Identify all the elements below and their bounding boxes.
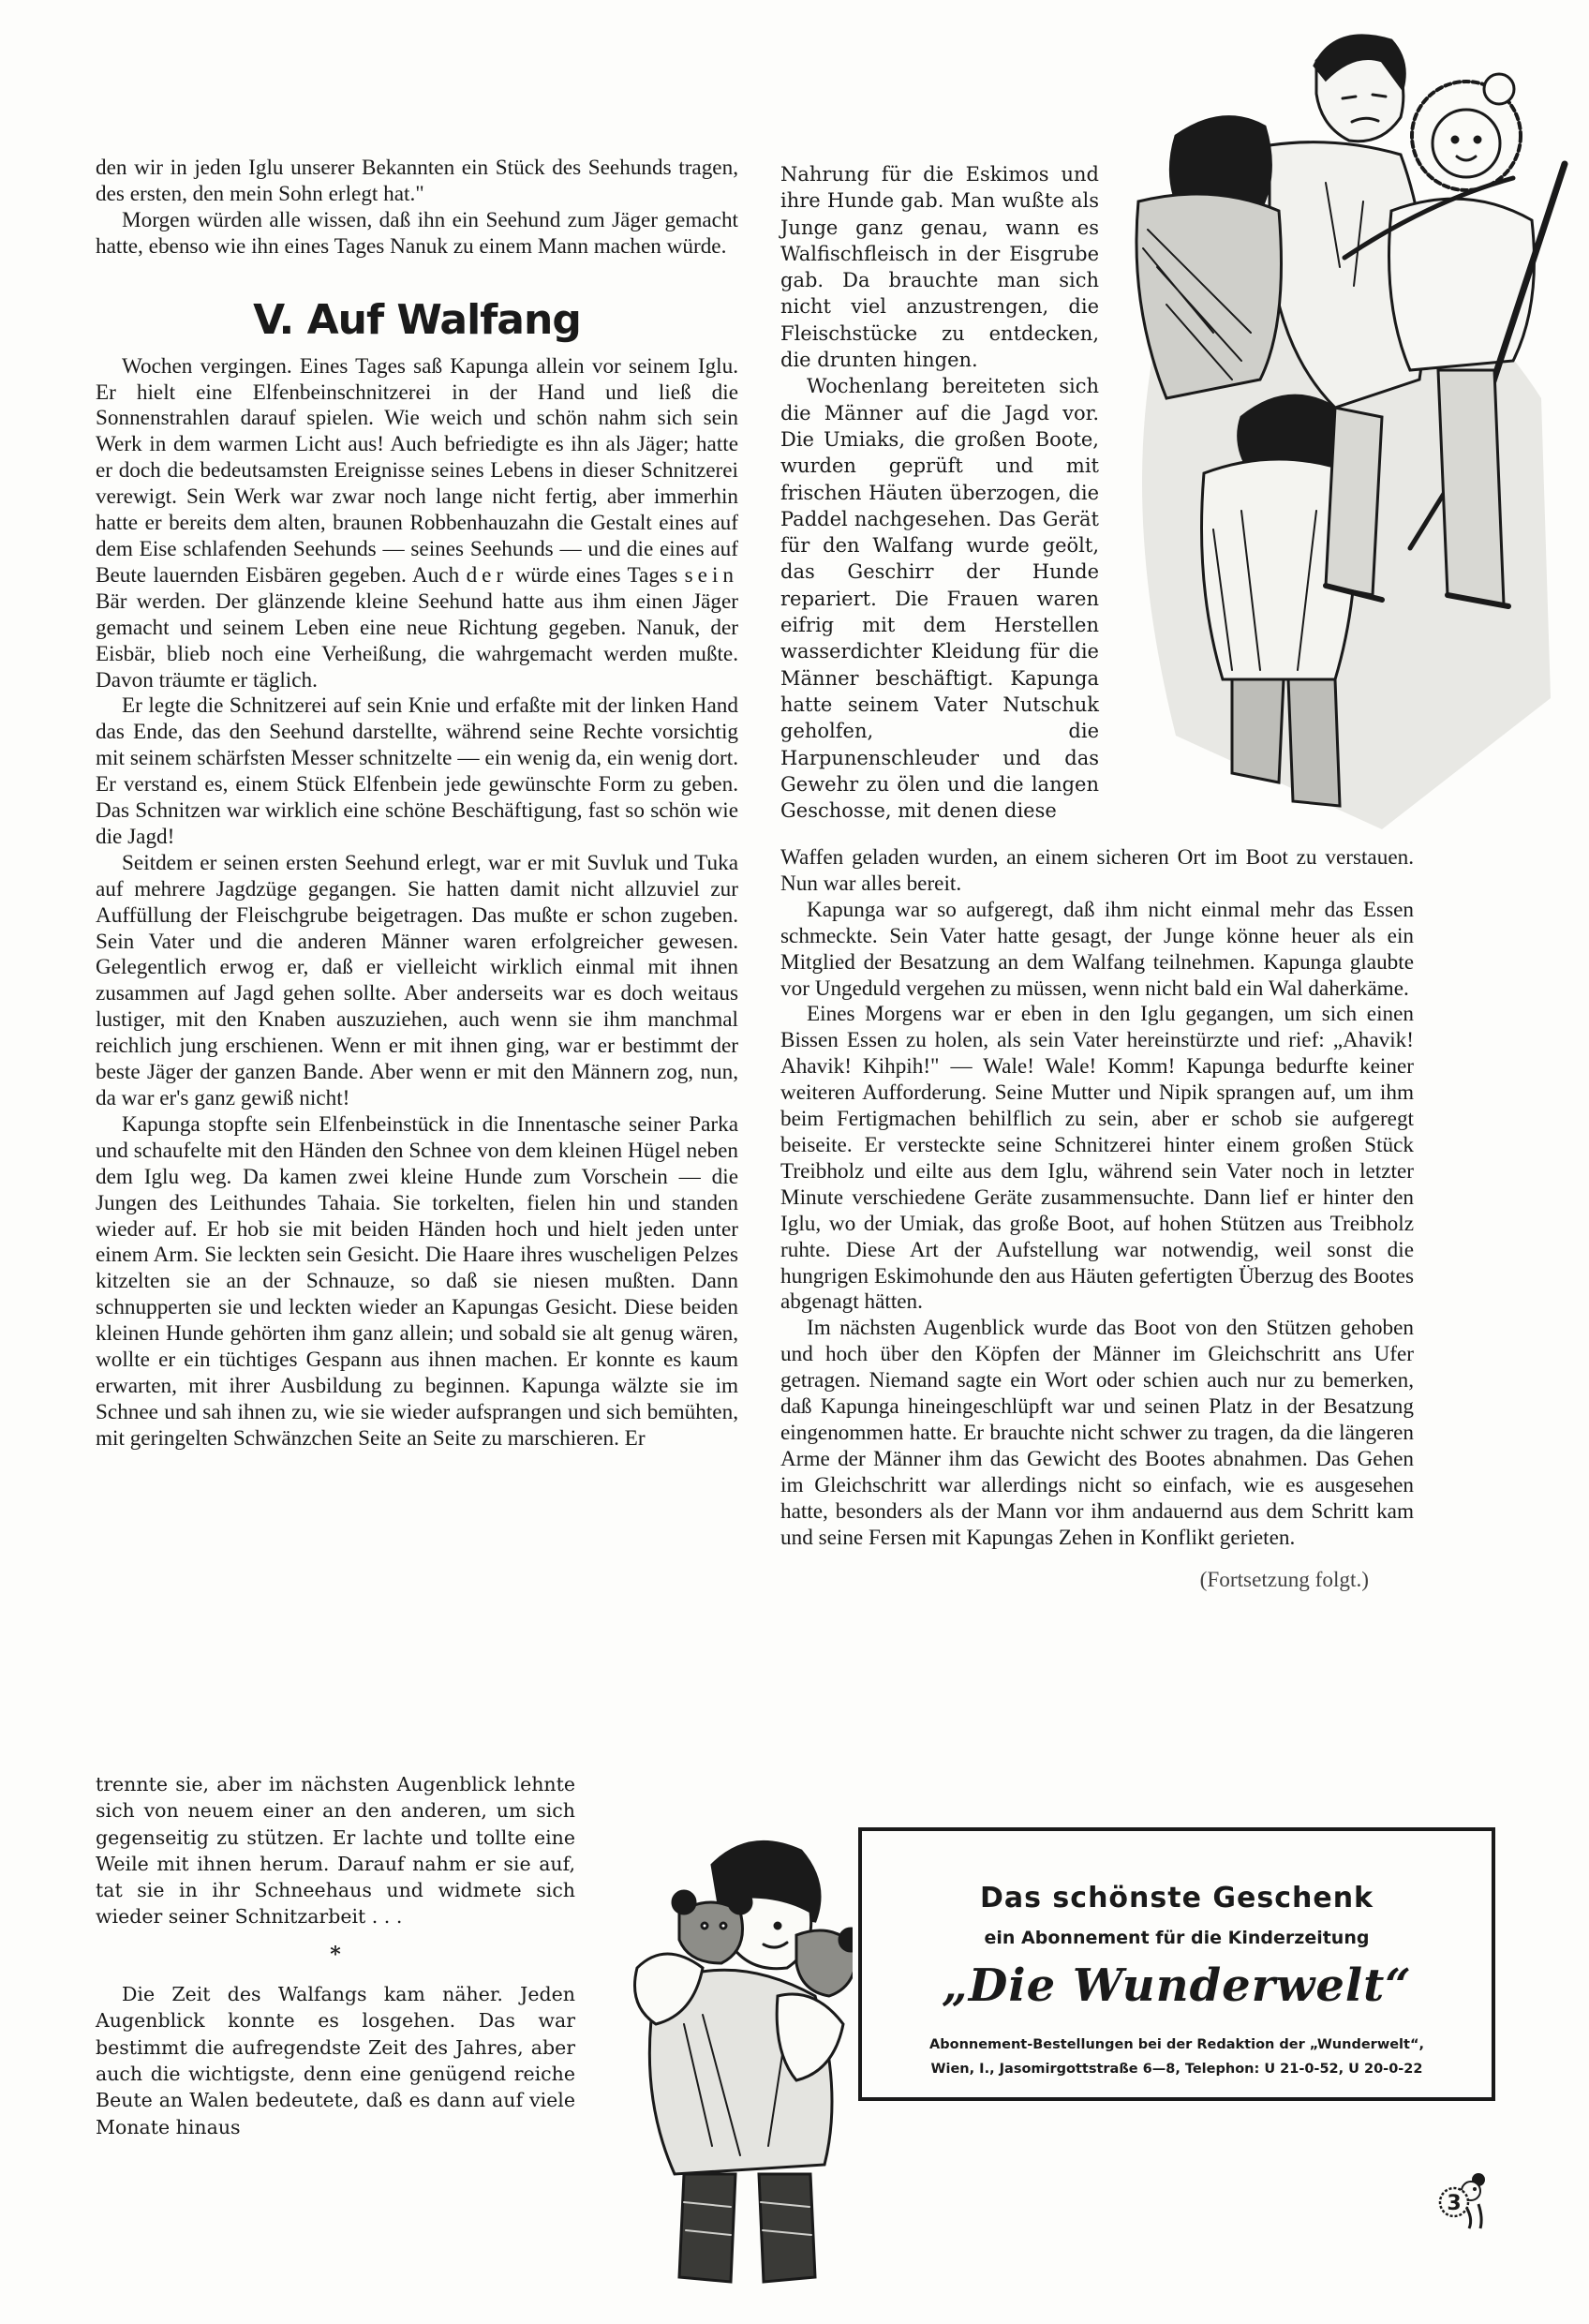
ad-address-line: Wien, I., Jasomirgottstraße 6—8, Telephon: U 21-0-52, U 20-0-22 (930, 2062, 1423, 2077)
left-column (96, 156, 738, 1452)
article-paragraph: Nahrung für die Eskimos und ihre Hunde gab. Man wußte als Junge ganz genau, wann es Walfischfleisch in der Eisgrube gab. Da brauchte man sich nicht viel anzustrengen, die Fleischstücke zu entdecken, die drunten hingen. (780, 163, 1099, 372)
article-paragraph: Im nächsten Augenblick wurde das Boot von den Stützen gehoben und hoch über den Köpfen der Männer im Gleichschritt ans Ufer getragen. Niemand sagte ein Wort oder schien auch nur zu bemerken, daß Kapunga hineingeschlüpft war und seinen Platz in der Besatzung eingenommen hatte. Er brauchte nicht schwer zu tragen, da die längeren Arme der Männer ihm das Gewicht des Bootes abnahmen. Das Gehen im Gleichschritt war allerdings nicht so einfach, wie es ausgesehen hatte, besonders als der Mann vor ihm andauernd aus dem Schritt kam und seine Fersen mit Kapungas Zehen in Konflikt gerieten. (780, 1316, 1414, 1550)
continuation-note: (Fortsetzung folgt.) (1199, 1568, 1369, 1593)
ad-title: Das schönste Geschenk (979, 1882, 1374, 1914)
right-narrow-column (780, 161, 1099, 824)
article-paragraph: den wir in jeden Iglu unserer Bekannten ein Stück des Seehunds tragen, des ersten, den mein Sohn erlegt hat." (96, 156, 738, 206)
ad-order-line: Abonnement-Bestellungen bei der Redaktion der „Wunderwelt“, (929, 2037, 1424, 2052)
publication-name: „Die Wunderwelt“ (942, 1959, 1412, 2012)
text-run: Bär werden. Der glänzende kleine Seehund hatte aus ihm einen Jäger gemacht und seinem Leben eine neue Richtung gegeben. Nanuk, der Eisbär, blieb noch eine Verheißung, die wahrgemacht werden mußte. Davon träumte er täglich. (96, 588, 738, 693)
child-with-puppies-illustration (600, 1809, 853, 2315)
ad-order-info (862, 2033, 1492, 2081)
eskimo-family-illustration (1101, 23, 1569, 848)
article-paragraph: Eines Morgens war er eben in den Iglu gegangen, um sich einen Bissen Essen zu holen, als sein Vater hereinstürzte und rief: „Ahavik! Ahavik! Kihpih!" — Wale! Wale! Komm! Kapunga bedurfte keiner weiteren Aufforderung. Seine Mutter und Nipik sprangen auf, um ihm beim Fertigmachen behilflich zu sein, aber er schob sie aufgeregt beiseite. Er versteckte seine Schnitzerei hinter einem großen Stück Treibholz und eilte aus dem Iglu, während sein Vater noch in letzter Minute verschiedene Geräte zusammensuchte. Dann lief er hinter den Iglu, wo der Umiak, das große Boot, auf hohen Stützen aus Treibholz ruhte. Diese Art der Aufstellung war notwendig, weil sonst die hungrigen Eskimohunde den aus Häuten gefertigten Überzug des Bootes abgenagt hätten. (780, 1002, 1414, 1315)
section-separator: * (330, 1942, 341, 1967)
ad-subtitle: ein Abonnement für die Kinderzeitung (984, 1928, 1370, 1948)
page-number: 3 (1447, 2192, 1462, 2215)
emphasized-word: der (466, 562, 509, 588)
article-paragraph: Wochenlang bereiteten sich die Männer auf die Jagd vor. Die Umiaks, die großen Boote, wurden geprüft und mit frischen Häuten überzogen, die Paddel nachgesehen. Das Gerät für den Walfang wurde geölt, das Geschirr der Hunde repariert. Die Frauen waren eifrig mit dem Herstellen wasserdichter Kleidung für die Männer beschäftigt. Kapunga hatte seinem Vater Nutschuk geholfen, die Harpunenschleuder und das Gewehr zu ölen und die langen Geschosse, mit denen diese (780, 375, 1099, 823)
article-paragraph: Kapunga war so aufgeregt, daß ihm nicht einmal mehr das Essen schmeckte. Sein Vater hatte gesagt, der Junge könne heuer als ein Mitglied der Besatzung an dem Walfang teilnehmen. Kapunga glaubte vor Ungeduld vergehen zu müssen, wenn nicht bald ein Wal daherkäme. (780, 897, 1414, 1001)
article-paragraph: Seitdem er seinen ersten Seehund erlegt, war er mit Suvluk und Tuka auf mehrere Jagdzüge gegangen. Sie hatten damit nicht allzuviel zur Auffüllung der Fleischgrube beigetragen. Das mußte er schon zugeben. Sein Vater und die anderen Männer waren erfolgreicher gewesen. Gelegentlich erwog er, daß er vielleicht wirklich einmal mit ihnen zusammen auf Jagd gehen sollte. Aber anderseits war es doch weitaus lustiger, mit den Knaben auszuziehen, auch wenn sie ihm manchmal reichlich jung erschienen. Wenn er mit ihnen ging, war er bestimmt der beste Jäger der ganzen Bande. Aber wenn er mit den Männern zog, nun, da war er's ganz gewiß nicht! (96, 850, 738, 1110)
chapter-heading: V. Auf Walfang (253, 295, 581, 344)
article-paragraph: Er legte die Schnitzerei auf sein Knie und erfaßte mit der linken Hand das Ende, das den Seehund darstellte, während seine Rechte vorsichtig mit seinem schärfsten Messer schnitzelte — ein wenig da, ein wenig dort. Er verstand es, einem Stück Elfenbein jede gewünschte Form zu geben. Das Schnitzen war wirklich eine schöne Beschäftigung, fast so schön wie die Jagd! (96, 693, 738, 849)
subscription-advertisement (858, 1827, 1495, 2101)
emphasized-word: sein (684, 562, 739, 588)
page-number-mascot-icon (1432, 2167, 1497, 2232)
left-narrow-column (96, 1771, 575, 2140)
article-paragraph: Kapunga stopfte sein Elfenbeinstück in die Innentasche seiner Parka und schaufelte mit den Händen den Schnee von dem kleinen Hügel neben dem Iglu weg. Da kamen zwei kleine Hunde zum Vorschein — die Jungen des Leithundes Tahaia. Sie torkelten, fielen hin und standen wieder auf. Er hob sie mit beiden Händen hoch und hielt jeden unter einem Arm. Sie leckten sein Gesicht. Die Haare ihres wuscheligen Pelzes kitzelten sie an der Schnauze, so daß sie niesen mußten. Dann schnupperten sie und leckten wieder an Kapungas Gesicht. Diese beiden kleinen Hunde gehörten ihm ganz allein; und sobald sie alt genug wären, wollte er ein tüchtiges Gespann aus ihnen machen. Er konnte es kaum erwarten, mit ihrer Ausbildung zu beginnen. Kapunga wälzte sie im Schnee und sah ihnen zu, wie sie wieder aufsprangen und sich bemühten, mit geringelten Schwänzchen Seite an Seite zu marschieren. Er (96, 1111, 738, 1451)
article-paragraph: trennte sie, aber im nächsten Augenblick lehnte sich von neuem einer an den anderen, um sich gegenseitig zu stützen. Er lachte und tollte eine Weile mit ihnen herum. Darauf nahm er sie auf, tat sie in ihr Schneehaus und widmete sich wieder seiner Schnitzarbeit . . . (96, 1773, 575, 1929)
right-wide-column (780, 845, 1414, 1594)
text-run: würde eines Tages (514, 562, 678, 588)
article-paragraph: Waffen geladen wurden, an einem sicheren Ort im Boot zu verstauen. Nun war alles bereit. (780, 845, 1414, 896)
article-paragraph (96, 354, 738, 694)
text-run: Wochen vergingen. Eines Tages saß Kapunga allein vor seinem Iglu. Er hielt eine Elfenbeinschnitzerei in der Hand und ließ die Sonnenstrahlen darauf spielen. Wie weich und schön nahm sich sein Werk in dem warmen Licht aus! Auch befriedigte es ihn als Jäger; hatte er doch die bedeutsamsten Ereignisse seines Lebens in dieser Schnitzerei verewigt. Sein Werk war zwar noch lange nicht fertig, aber immerhin hatte er bereits dem alten, braunen Robbenhauzahn die Gestalt eines auf dem Eise schlafenden Seehunds — seines Seehunds — und die eines auf Beute lauernden Eisbären gegeben. Auch (96, 353, 738, 588)
article-paragraph: Morgen würden alle wissen, daß ihn ein Seehund zum Jäger gemacht hatte, ebenso wie ihn eines Tages Nanuk zu einem Mann machen würde. (96, 207, 738, 259)
article-paragraph: Die Zeit des Walfangs kam näher. Jeden Augenblick konnte es losgehen. Das war bestimmt die aufregendste Zeit des Jahres, aber auch die wichtigste, denn eine genügend reiche Beute an Walen bedeutete, daß es dann auf viele Monate hinaus (96, 1983, 575, 2138)
